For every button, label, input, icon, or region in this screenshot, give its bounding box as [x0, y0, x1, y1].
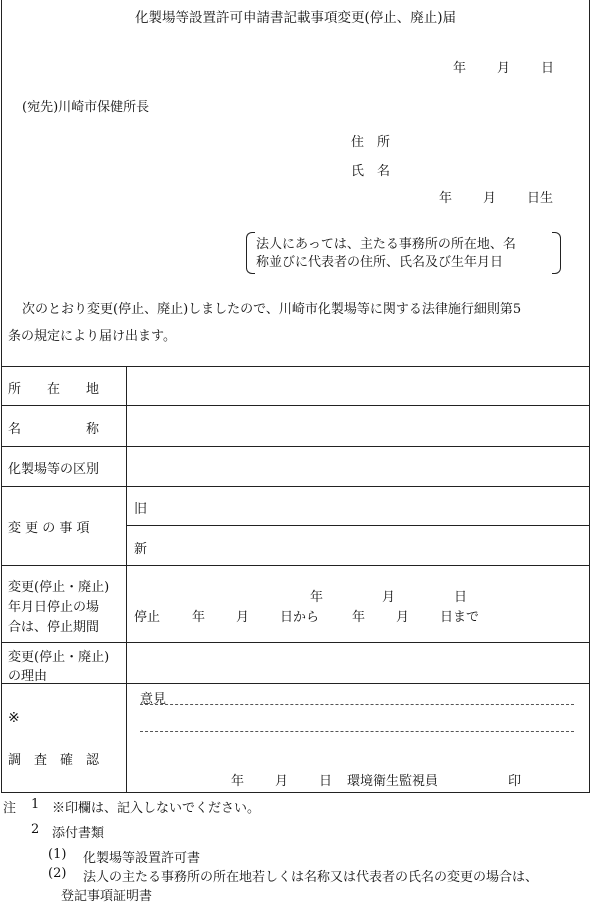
change-month: 月 [382, 590, 396, 605]
row-line [1, 405, 590, 406]
sub-note-2-text: 法人の主たる事務所の所在地若しくは名称又は代表者の氏名の変更の場合は、 [83, 870, 539, 885]
row-line [1, 642, 590, 643]
note-1-num: 1 [31, 797, 40, 812]
old-label: 旧 [134, 502, 148, 517]
stop-to-year: 年 [352, 610, 366, 625]
table-top-line [1, 366, 590, 367]
inspection-confirm-label: 調 査 確 認 [8, 753, 100, 768]
birth-month: 月 [483, 191, 497, 206]
note-2-num: 2 [31, 822, 40, 837]
birth-year: 年 [439, 191, 453, 206]
note-2-text: 添付書類 [52, 826, 105, 841]
inspector-label: 環境衛生監視員 [347, 774, 439, 789]
change-items-label: 変 更 の 事 項 [8, 521, 90, 536]
row-line [1, 565, 590, 566]
stop-from-month: 月 [236, 610, 250, 625]
sub-note-1-num: (1) [48, 847, 67, 862]
change-date-label-2: 年月日停止の場 [8, 600, 100, 615]
stop-to-month: 月 [396, 610, 410, 625]
change-date-label-3: 合は、停止期間 [8, 620, 100, 635]
stop-to-day: 日まで [440, 610, 480, 625]
corp-note-line1: 法人にあっては、主たる事務所の所在地、名 [256, 237, 516, 252]
reason-label-1: 変更(停止・廃止) [8, 650, 110, 665]
change-date-label-1: 変更(停止・廃止) [8, 580, 110, 595]
birth-day: 日生 [527, 191, 554, 206]
sub-note-1-text: 化製場等設置許可書 [83, 851, 201, 866]
name-label: 氏 名 [351, 164, 391, 179]
intro-line1: 次のとおり変更(停止、廃止)しましたので、川崎市化製場等に関する法律施行細則第5 [22, 302, 522, 317]
right-bracket [552, 232, 561, 274]
category-label: 化製場等の区別 [8, 462, 100, 477]
left-bracket [246, 232, 255, 274]
notes-head: 注 [3, 801, 17, 816]
submit-month: 月 [497, 61, 511, 76]
new-label: 新 [134, 542, 148, 557]
intro-line2: 条の規定により届け出ます。 [8, 329, 176, 344]
submit-day: 日 [541, 61, 555, 76]
opinion-line-2 [140, 731, 574, 732]
sub-note-2-text-cont: 登記事項証明書 [61, 889, 153, 904]
column-divider [126, 366, 127, 793]
address-label: 住 所 [351, 135, 391, 150]
change-year: 年 [310, 590, 324, 605]
corp-note-line2: 称並びに代表者の住所、氏名及び生年月日 [256, 255, 504, 270]
row-line [1, 446, 590, 447]
office-use-mark: ※ [8, 710, 20, 726]
office-year: 年 [231, 774, 245, 789]
office-day: 日 [319, 774, 333, 789]
opinion-line-1 [140, 704, 574, 705]
stop-prefix: 停止 [134, 610, 161, 625]
form-title: 化製場等設置許可申請書記載事項変更(停止、廃止)届 [134, 10, 457, 26]
note-1-text: ※印欄は、記入しないでください。 [52, 801, 261, 816]
sub-note-2-num: (2) [48, 866, 67, 881]
row-line [1, 486, 590, 487]
seal-label: 印 [508, 774, 522, 789]
location-label: 所 在 地 [8, 382, 100, 397]
addressee: (宛先)川崎市保健所長 [22, 100, 150, 115]
row-line [126, 525, 590, 526]
submit-year: 年 [453, 61, 467, 76]
change-day: 日 [454, 590, 468, 605]
reason-label-2: の理由 [8, 669, 48, 684]
stop-from-day: 日から [280, 610, 320, 625]
row-line [1, 683, 590, 684]
stop-from-year: 年 [192, 610, 206, 625]
opinion-label: 意見 [140, 692, 167, 707]
facility-name-label: 名 称 [8, 422, 100, 437]
office-month: 月 [275, 774, 289, 789]
